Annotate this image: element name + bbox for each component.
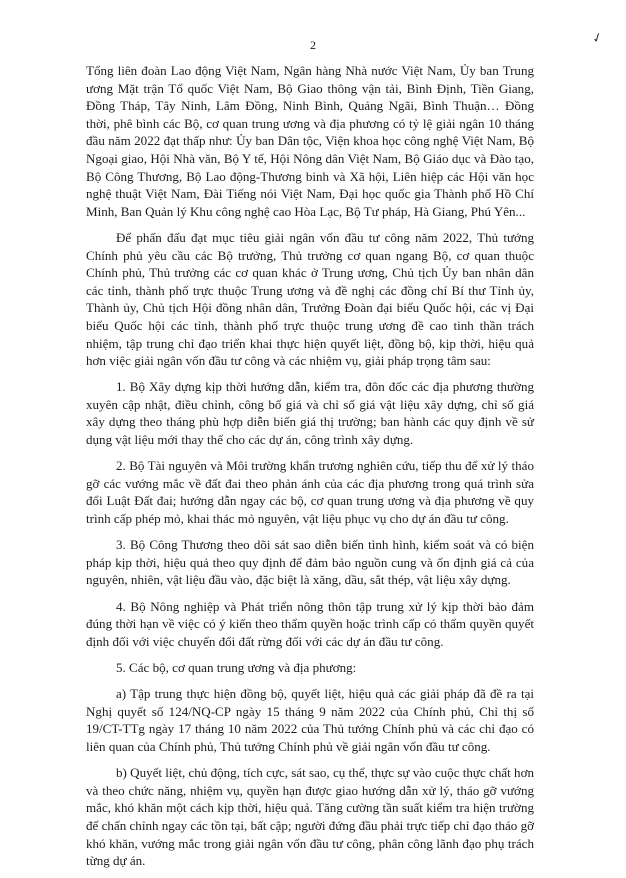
paragraph-item-5a: a) Tập trung thực hiện đồng bộ, quyết liệt, hiệu quả các giải pháp đã đề ra tại Nghị quyết số 124/NQ-CP ngày 15 tháng 9 năm 2022 của Chính phủ, Chỉ thị số 19/CT-TTg ngày 17 tháng 10 năm 2022 của Thủ tướng Chính phủ và các chỉ đạo có liên quan của Chính phủ, Thủ tướng Chính phủ về giải ngân vốn đầu tư công. — [86, 686, 534, 754]
paragraph-request: Để phấn đấu đạt mục tiêu giải ngân vốn đầu tư công năm 2022, Thủ tướng Chính phủ yêu cầu các Bộ trưởng, Thủ trưởng cơ quan ngang Bộ, cơ quan thuộc Chính phủ, Thủ trưởng các cơ quan khác ở Trung ương, Chủ tịch Ủy ban nhân dân các tỉnh, thành phố trực thuộc Trung ương và đề nghị các đồng chí Bí thư Tỉnh ủy, Thành ủy, Chủ tịch Hội đồng nhân dân, Trưởng Đoàn đại biểu Quốc hội, các vị Đại biểu Quốc hội các tỉnh, thành phố trực thuộc trung ương đề cao tinh thần trách nhiệm, tập trung chỉ đạo triển khai thực hiện quyết liệt, đồng bộ, kịp thời, hiệu quả hơn việc giải ngân vốn đầu tư công và các nhiệm vụ, giải pháp trọng tâm sau: — [86, 229, 534, 369]
paragraph-item-4: 4. Bộ Nông nghiệp và Phát triển nông thôn tập trung xử lý kịp thời bảo đảm đúng thời hạn về việc có ý kiến theo thẩm quyền hoặc trình cấp có thẩm quyền quyết định đối với việc chuyển đổi đất rừng đối với các dự án đầu tư công. — [86, 598, 534, 649]
paragraph-item-5b: b) Quyết liệt, chủ động, tích cực, sát sao, cụ thể, thực sự vào cuộc thực chất hơn và theo chức năng, nhiệm vụ, quyền hạn được giao hướng dẫn xử lý, tháo gỡ vướng mắc, khó khăn một cách kịp thời, hiệu quả. Tăng cường tần suất kiểm tra hiện trường để chấn chỉnh ngay các tồn tại, bất cập; người đứng đầu phải trực tiếp chỉ đạo tháo gỡ khó khăn, vướng mắc trong giải ngân vốn đầu tư công, phân công lãnh đạo phụ trách từng dự án. — [86, 765, 534, 869]
paragraph-item-1: 1. Bộ Xây dựng kịp thời hướng dẫn, kiểm tra, đôn đốc các địa phương thường xuyên cập nhật, điều chỉnh, công bố giá và chỉ số giá vật liệu xây dựng, chỉ số giá xây dựng theo tháng phù hợp diễn biến giá thị trường; ban hành các quy định về sử dụng vật liệu mới thay thế cho các dự án, công trình xây dựng. — [86, 379, 534, 448]
check-mark-icon: ✓ — [589, 28, 605, 47]
paragraph-item-3: 3. Bộ Công Thương theo dõi sát sao diễn biến tình hình, kiểm soát và có biện pháp kịp thời, hiệu quả theo quy định để đảm bảo nguồn cung và ổn định giá cả của nguyên, nhiên, vật liệu đầu vào, đặc biệt là xăng, dầu, sắt thép, vật liệu xây dựng. — [86, 537, 534, 588]
page-number: 2 — [310, 38, 316, 52]
document-body — [86, 62, 534, 878]
paragraph-item-5: 5. Các bộ, cơ quan trung ương và địa phương: — [116, 659, 357, 675]
paragraph-item-2: 2. Bộ Tài nguyên và Môi trường khẩn trương nghiên cứu, tiếp thu để xử lý tháo gỡ các vướng mắc về đất đai theo phản ánh của các địa phương trong quá trình sửa đổi Luật Đất đai; hướng dẫn ngay các bộ, cơ quan trung ương và địa phương về quy trình cấp phép mỏ, khai thác mỏ nguyên, vật liệu phục vụ cho dự án đầu tư công. — [86, 458, 534, 527]
paragraph-continued-list: Tổng liên đoàn Lao động Việt Nam, Ngân hàng Nhà nước Việt Nam, Ủy ban Trung ương Mặt trận Tổ quốc Việt Nam, Bộ Giao thông vận tải, Bình Định, Tiền Giang, Đồng Tháp, Tây Ninh, Lâm Đồng, Ninh Bình, Quảng Ngãi, Bình Thuận… Đồng thời, phê bình các Bộ, cơ quan trung ương và địa phương có tỷ lệ giải ngân 10 tháng đầu năm 2022 đạt thấp như: Ủy ban Dân tộc, Viện khoa học công nghệ Việt Nam, Bộ Ngoại giao, Hội Nhà văn, Bộ Y tế, Hội Nông dân Việt Nam, Bộ Giáo dục và Đào tạo, Bộ Công Thương, Bộ Lao động-Thương binh và Xã hội, Liên hiệp các Hội văn học nghệ thuật Việt Nam, Đài Tiếng nói Việt Nam, Đại học quốc gia Thành phố Hồ Chí Minh, Ban Quản lý Khu công nghệ cao Hòa Lạc, Bộ Tư pháp, Hà Giang, Phú Yên... — [86, 63, 534, 219]
